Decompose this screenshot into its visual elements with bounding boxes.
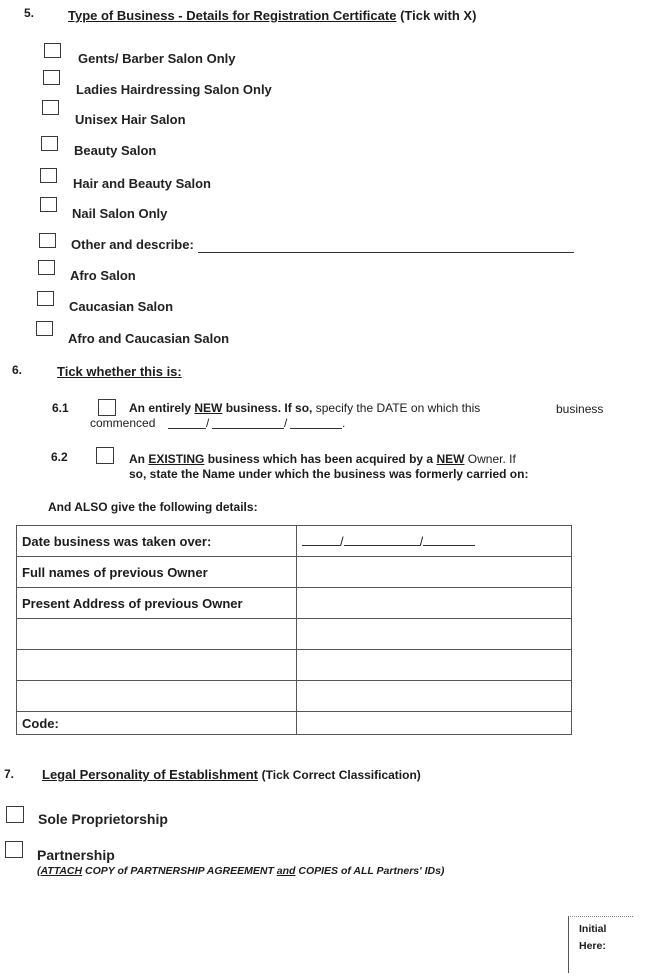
code-label: Code: <box>17 712 297 735</box>
section-7-title: Legal Personality of Establishment <box>42 767 258 782</box>
code-field[interactable] <box>297 712 572 735</box>
address-line-cell[interactable] <box>297 681 572 712</box>
note-and: and <box>276 865 296 877</box>
section-5-number: 5. <box>24 6 35 20</box>
text-fragment: Owner. If <box>467 452 516 466</box>
commenced-day-line[interactable] <box>168 428 206 429</box>
option-label: Sole Proprietorship <box>38 811 168 827</box>
table-row <box>17 557 572 588</box>
checkbox-afro[interactable] <box>38 260 55 275</box>
checkbox-afro-and-caucasian[interactable] <box>36 321 53 336</box>
option-label: Other and describe: <box>71 237 194 252</box>
option-label: Ladies Hairdressing Salon Only <box>76 82 272 97</box>
previous-owner-address-label: Present Address of previous Owner <box>17 588 297 619</box>
checkbox-beauty[interactable] <box>41 136 58 151</box>
date-taken-over-field[interactable] <box>297 526 572 557</box>
checkbox-caucasian[interactable] <box>37 291 54 306</box>
previous-owner-name-label: Full names of previous Owner <box>17 557 297 588</box>
checkbox-nail-salon[interactable] <box>40 197 57 212</box>
table-row <box>17 650 572 681</box>
address-line-cell[interactable] <box>17 681 297 712</box>
section-7-heading <box>42 767 421 782</box>
text-fragment: specify the DATE on which this <box>315 401 481 415</box>
address-line-cell[interactable] <box>17 650 297 681</box>
note-fragment: COPIES of ALL Partners' IDs <box>298 865 441 877</box>
text-business: business <box>556 402 604 416</box>
section-5-heading <box>68 8 476 23</box>
table-row <box>17 619 572 650</box>
option-label: Afro Salon <box>70 268 136 283</box>
checkbox-unisex[interactable] <box>42 100 59 115</box>
item-6-2-text-line2 <box>129 467 528 481</box>
address-line-cell[interactable] <box>297 650 572 681</box>
takeover-day-line[interactable] <box>302 535 340 546</box>
item-6-1-text <box>129 401 480 415</box>
table-row <box>17 588 572 619</box>
text-fragment: business which has been acquired by a <box>207 452 434 466</box>
date-separator: / <box>284 416 288 430</box>
checkbox-ladies-hairdressing[interactable] <box>43 70 60 85</box>
option-label: Beauty Salon <box>74 143 157 158</box>
text-fragment: An entirely <box>129 401 192 415</box>
text-new: NEW <box>436 452 465 466</box>
note-fragment: COPY of PARTNERSHIP AGREEMENT <box>85 865 274 877</box>
commenced-year-line[interactable] <box>290 428 342 429</box>
commenced-month-line[interactable] <box>212 428 284 429</box>
initial-label-line1: Initial <box>579 923 607 935</box>
section-7-instruction: (Tick Correct Classification) <box>261 768 421 782</box>
date-separator: / <box>206 416 210 430</box>
table-row <box>17 681 572 712</box>
section-5-title: Type of Business - Details for Registration Certificate <box>68 8 397 23</box>
note-attach: ATTACH <box>40 865 83 877</box>
option-label: Caucasian Salon <box>69 299 174 314</box>
checkbox-gents-barber[interactable] <box>44 43 61 58</box>
checkbox-hair-and-beauty[interactable] <box>40 168 57 183</box>
text-fragment: so, state the Name under which the business was formerly carried on: <box>129 467 529 481</box>
text-fragment: An <box>129 452 145 466</box>
checkbox-other[interactable] <box>39 233 56 248</box>
section-7-number: 7. <box>4 767 15 781</box>
address-line-cell[interactable] <box>297 619 572 650</box>
option-label: Afro and Caucasian Salon <box>68 331 230 346</box>
previous-owner-address-field[interactable] <box>297 588 572 619</box>
section-6-number: 6. <box>12 363 23 377</box>
text-existing: EXISTING <box>148 452 205 466</box>
takeover-month-line[interactable] <box>344 535 420 546</box>
checkbox-new-business[interactable] <box>98 399 116 416</box>
text-commenced: commenced <box>90 416 156 430</box>
initial-label-line2: Here: <box>579 940 606 952</box>
date-separator: / <box>419 533 424 549</box>
address-line-cell[interactable] <box>17 619 297 650</box>
other-describe-line[interactable] <box>198 252 574 253</box>
date-end: . <box>342 416 346 430</box>
item-6-1-number: 6.1 <box>52 401 69 415</box>
partnership-note: (ATTACH COPY of PARTNERSHIP AGREEMENT and COPIES of ALL Partners' IDs) <box>37 865 445 877</box>
text-new: NEW <box>194 401 223 415</box>
table-row <box>17 712 572 735</box>
also-details-label: And ALSO give the following details: <box>48 500 258 514</box>
takeover-year-line[interactable] <box>423 535 475 546</box>
option-label: Partnership <box>37 847 115 863</box>
checkbox-partnership[interactable] <box>5 841 23 858</box>
text-fragment: business. If so, <box>225 401 313 415</box>
section-5-instruction: (Tick with X) <box>400 8 477 23</box>
section-6-title: Tick whether this is: <box>57 364 182 379</box>
previous-owner-table <box>16 525 572 735</box>
checkbox-existing-business[interactable] <box>96 447 114 464</box>
option-label: Unisex Hair Salon <box>75 112 186 127</box>
option-label: Nail Salon Only <box>72 206 168 221</box>
option-label: Hair and Beauty Salon <box>73 176 211 191</box>
item-6-2-number: 6.2 <box>51 450 68 464</box>
checkbox-sole-proprietorship[interactable] <box>6 806 24 823</box>
table-row <box>17 526 572 557</box>
previous-owner-name-field[interactable] <box>297 557 572 588</box>
option-label: Gents/ Barber Salon Only <box>78 51 236 66</box>
date-taken-over-label: Date business was taken over: <box>17 526 297 557</box>
date-separator: / <box>340 533 344 549</box>
item-6-2-text <box>129 452 516 466</box>
